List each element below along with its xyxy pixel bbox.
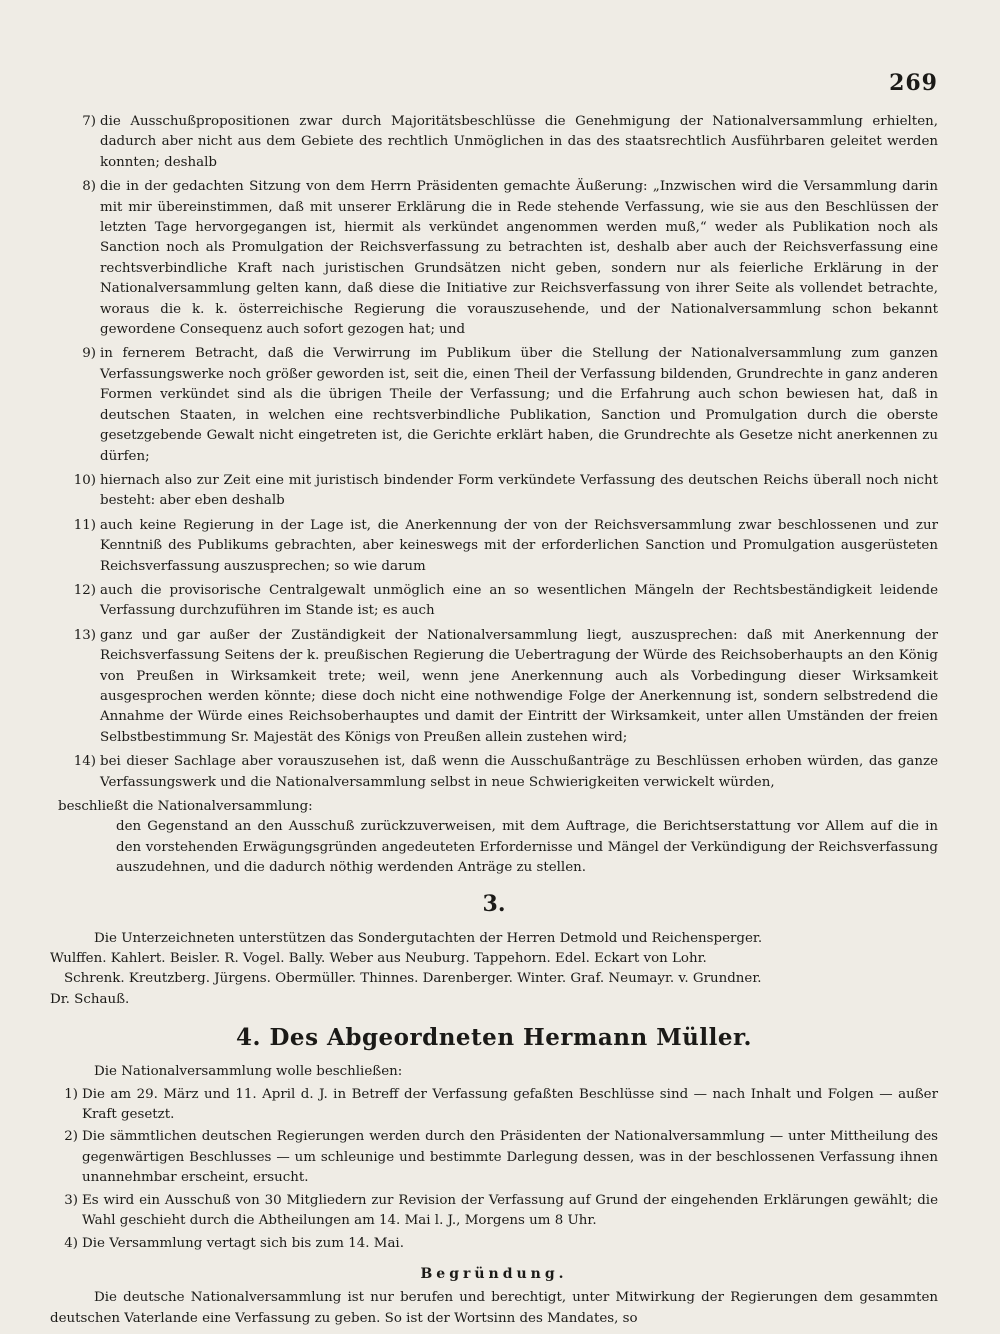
motion-list [50,1085,938,1254]
section-3-heading: 3. [482,890,506,917]
item-number: 12) [73,582,96,598]
item-text: in fernerem Betracht, daß die Verwirrung im Publikum über die Stellung der Nationalversammlung zum ganzen Verfassungswerke noch größer geworden ist, seit die, einen Theil der Verfassung bildenden, Grundrechte in ganz anderen Formen verkündet sind als die übrigen Theile der Verfassung; und die Erfahrung auch schon bewiesen hat, daß in deutschen Staaten, in welchen eine rechtsverbindliche Publikation, Sanction und Promulgation durch die oberste gesetzgebende Gewalt nicht eingetreten ist, die Gerichte erklärt haben, die Grundrechte als Gesetze nicht anerkennen zu dürfen; [100,346,938,464]
item-text: ganz und gar außer der Zuständigkeit der Nationalversammlung liegt, auszusprechen: daß mit Anerkennung der Reichsverfassung Seitens der k. preußischen Regierung die Uebertragung der Würde des Reichsoberhaupts an den König von Preußen in Wirksamkeit trete; weil, wenn jene Anerkennung auch als Vorbedingung dieser Wirksamkeit ausgesprochen werden könnte; diese doch nicht eine nothwendige Folge der Anerkennung ist, sondern selbstredend die Annahme der Würde eines Reichsoberhauptes und damit der Eintritt der Wirksamkeit, unter allen Umständen der freien Selbstbestimmung Sr. Majestät des Königs von Preußen allein zustehen wird; [100,627,938,745]
page-content [50,112,938,1329]
item-number: 4) [64,1235,78,1251]
list-item [50,471,938,512]
resolution-intro: beschließt die Nationalversammlung: [58,799,313,814]
list-item [50,581,938,622]
motion-item [50,1234,938,1254]
motion-item [50,1127,938,1188]
list-item [50,112,938,173]
list-item [50,516,938,577]
considerations-list [50,112,938,793]
motion-intro: Die Nationalversammlung wolle beschließen: [94,1064,403,1080]
item-text: Es wird ein Ausschuß von 30 Mitgliedern zur Revision der Verfassung auf Grund der eingehenden Erklärungen gewählt; die Wahl geschieht durch die Abtheilungen am 14. Mai l. J., Morgens um 8 Uhr. [82,1192,938,1229]
item-text: Die sämmtlichen deutschen Regierungen werden durch den Präsidenten der Nationalversammlung — unter Mittheilung des gegenwärtigen Beschlusses — um schleunige und bestimmte Darlegung dessen, was in der beschlossenen Verfassung ihnen unannehmbar erscheint, ersucht. [82,1129,938,1186]
section-4-heading: 4. Des Abgeordneten Hermann Müller. [235,1024,753,1052]
rationale-heading: Begründung. [420,1265,568,1282]
list-item [50,344,938,466]
item-number: 2) [64,1129,78,1145]
item-number: 9) [82,346,96,362]
page-number: 269 [889,70,938,96]
item-text: die Ausschußpropositionen zwar durch Majoritätsbeschlüsse die Genehmigung der Nationalversammlung erhielten, dadurch aber nicht aus dem Gebiete des rechtlich Unmöglichen in das des staatsrechtlich Ausführbaren geleitet werden konnten; deshalb [100,114,938,170]
item-text: Die Versammlung vertagt sich bis zum 14. Mai. [82,1235,404,1251]
motion-item [50,1191,938,1232]
item-number: 11) [73,517,96,533]
list-item [50,177,938,340]
resolution-text: den Gegenstand an den Ausschuß zurückzuverweisen, mit dem Auftrage, die Berichtserstattung vor Allem auf die in den vorstehenden Erwägungsgründen angedeuteten Erfordernisse und Mängel der Verkündigung der Reichsverfassung auszudehnen, und die dadurch nöthig werdenden Anträge zu stellen. [116,819,938,876]
item-number: 14) [73,754,96,770]
signatories-line: Wulffen. Kahlert. Beisler. R. Vogel. Bally. Weber aus Neuburg. Tappehorn. Edel. Eckart von Lohr. [50,951,707,967]
signatories-line: Dr. Schauß. [50,991,130,1007]
rationale-text: Die deutsche Nationalversammlung ist nur berufen und berechtigt, unter Mitwirkung der Regierungen dem gesammten deutschen Vaterlande eine Verfassung zu geben. So ist der Wortsinn des Mandates, so [50,1290,938,1326]
item-text: hiernach also zur Zeit eine mit juristisch bindender Form verkündete Verfassung des deutschen Reichs überall noch nicht besteht: aber eben deshalb [100,472,938,509]
item-number: 8) [82,179,96,195]
item-text: die in der gedachten Sitzung von dem Herrn Präsidenten gemachte Äußerung: „Inzwischen wird die Versammlung darin mit mir übereinstimmen, daß mit unserer Erklärung die in Rede stehende Verfassung, wie sie aus den Beschlüssen der letzten Tage hervorgegangen ist, hiermit als verkündet angenommen werden muß,“ weder als Publikation noch als Sanction noch als Promulgation der Reichsverfassung zu betrachten ist, deshalb aber auch der Reichsverfassung eine rechtsverbindliche Kraft nach juristischen Grundsätzen nicht geben, sondern nur als feierliche Erklärung in der Nationalversammlung gelten kann, daß diese die Initiative zur Reichsverfassung von ihrer Seite als vollendet betrachte, woraus die k. k. österreichische Regierung die vorauszusehende, und der Nationalversammlung schon bekannt gewordene Consequenz auch sofort gezogen hat; und [100,179,938,338]
item-number: 1) [64,1086,78,1102]
item-number: 7) [82,114,96,129]
item-text: bei dieser Sachlage aber vorauszusehen ist, daß wenn die Ausschußanträge zu Beschlüssen erhoben würden, das ganze Verfassungswerk und die Nationalversammlung selbst in neue Schwierigkeiten verwickelt würden, [100,754,938,790]
item-text: auch die provisorische Centralgewalt unmöglich eine an so wesentlichen Mängeln der Rechtsbeständigkeit leidende Verfassung durchzuführen im Stande ist; es auch [100,582,938,619]
motion-item [50,1085,938,1126]
signatories [50,949,938,1010]
item-number: 13) [73,627,96,643]
list-item [50,752,938,793]
signatories-line: Schrenk. Kreutzberg. Jürgens. Obermüller. Thinnes. Darenberger. Winter. Graf. Neumayr. v. Grundner. [64,971,762,987]
item-text: auch keine Regierung in der Lage ist, die Anerkennung der von der Reichsversammlung zwar beschlossenen und zur Kenntniß des Publikums gebrachten, aber keineswegs mit der erforderlichen Sanction und Promulgation ausgerüsteten Reichsverfassung auszusprechen; so wie darum [100,517,938,574]
item-number: 3) [64,1192,78,1208]
item-text: Die am 29. März und 11. April d. J. in Betreff der Verfassung gefaßten Beschlüsse sind — nach Inhalt und Folgen — außer Kraft gesetzt. [82,1086,938,1123]
item-number: 10) [73,472,96,488]
support-statement: Die Unterzeichneten unterstützen das Sondergutachten der Herren Detmold und Reichensperger. [94,930,763,946]
list-item [50,626,938,748]
